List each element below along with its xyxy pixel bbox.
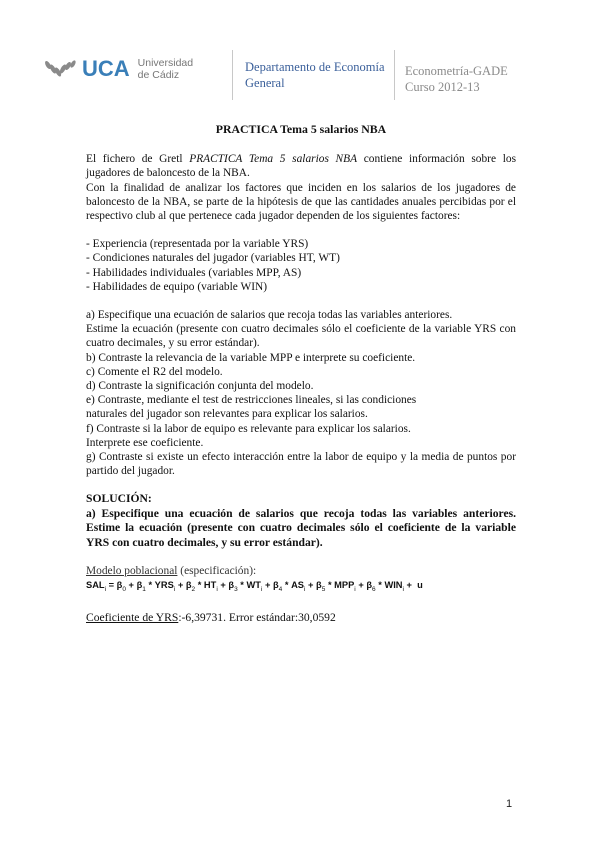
model-equation: $SAL_i = \beta_0 + \beta_1 * YRS_i + \beta_2 * HT_i + \beta_3 * WT_i + \beta_4 * AS_i + \beta_5 * MPP_i + \beta_6 * WIN_i + u$ [86,580,423,594]
header-divider-left [232,50,233,100]
intro-paragraph-1: El fichero de Gretl PRACTICA Tema 5 salarios NBA contiene información sobre los jugadores de baloncesto de la NBA. [86,153,516,180]
list-item: c) Comente el R2 del modelo. [86,365,223,378]
page-number: 1 [506,798,513,810]
intro-paragraph-2: Con la finalidad de analizar los factores que inciden en los salarios de los jugadores de baloncesto de la NBA, se parte de la hipótesis de que las cantidades anuales percibidas por el respectivo club al que pertenece cada jugador dependen de los siguientes factores: [86,181,516,223]
list-item: Interprete ese coeficiente. [86,436,204,449]
solution-question-a: a) Especifique una ecuación de salarios que recoja todas las variables anteriores. Estime la ecuación (presente con cuatro decimales sólo el coeficiente de la variable YRS con cuatro decimales, y su error estándar). [86,506,516,549]
list-item: e) Contraste, mediante el test de restricciones lineales, si las condiciones [86,394,417,407]
header-divider-right [394,50,395,100]
department-name: Departamento de Economía General [245,60,385,90]
page-header [0,0,599,120]
list-item: a) Especifique una ecuación de salarios que recoja todas las variables anteriores. [86,309,453,322]
list-item: - Condiciones naturales del jugador (variables HT, WT) [86,252,340,265]
course-info: Econometría-GADE Curso 2012-13 [405,64,508,94]
list-item: f) Contraste si la labor de equipo es relevante para explicar los salarios. [86,422,411,435]
list-item: - Habilidades de equipo (variable WIN) [86,280,268,293]
list-item: g) Contraste si existe un efecto interacción entre la labor de equipo y la media de puntos por partido del jugador. [86,451,516,478]
yrs-coefficient: Coeficiente de YRS:-6,39731. Error estándar:30,0592 [86,611,336,625]
document-body [86,122,516,626]
page-title: PRACTICA Tema 5 salarios NBA [215,122,387,136]
question-list [86,308,516,478]
solution-heading: SOLUCIÓN: [86,492,152,506]
laurel-icon [44,58,78,80]
university-name: Universidad de Cádiz [137,57,194,81]
list-item: - Experiencia (representada por la variable YRS) [86,238,309,251]
logo-text: UCA [82,56,130,81]
list-item: d) Contraste la significación conjunta del modelo. [86,380,314,393]
list-item: b) Contraste la relevancia de la variable MPP e interprete su coeficiente. [86,351,416,364]
list-item: Estime la ecuación (presente con cuatro decimales sólo el coeficiente de la variable YRS con cuatro decimales, y su error estándar). [86,323,516,350]
factor-list [86,237,516,294]
list-item: naturales del jugador son relevantes para explicar los salarios. [86,408,368,421]
model-label: Modelo poblacional (especificación): [86,565,257,578]
list-item: - Habilidades individuales (variables MPP, AS) [86,266,302,279]
university-logo [44,57,193,81]
